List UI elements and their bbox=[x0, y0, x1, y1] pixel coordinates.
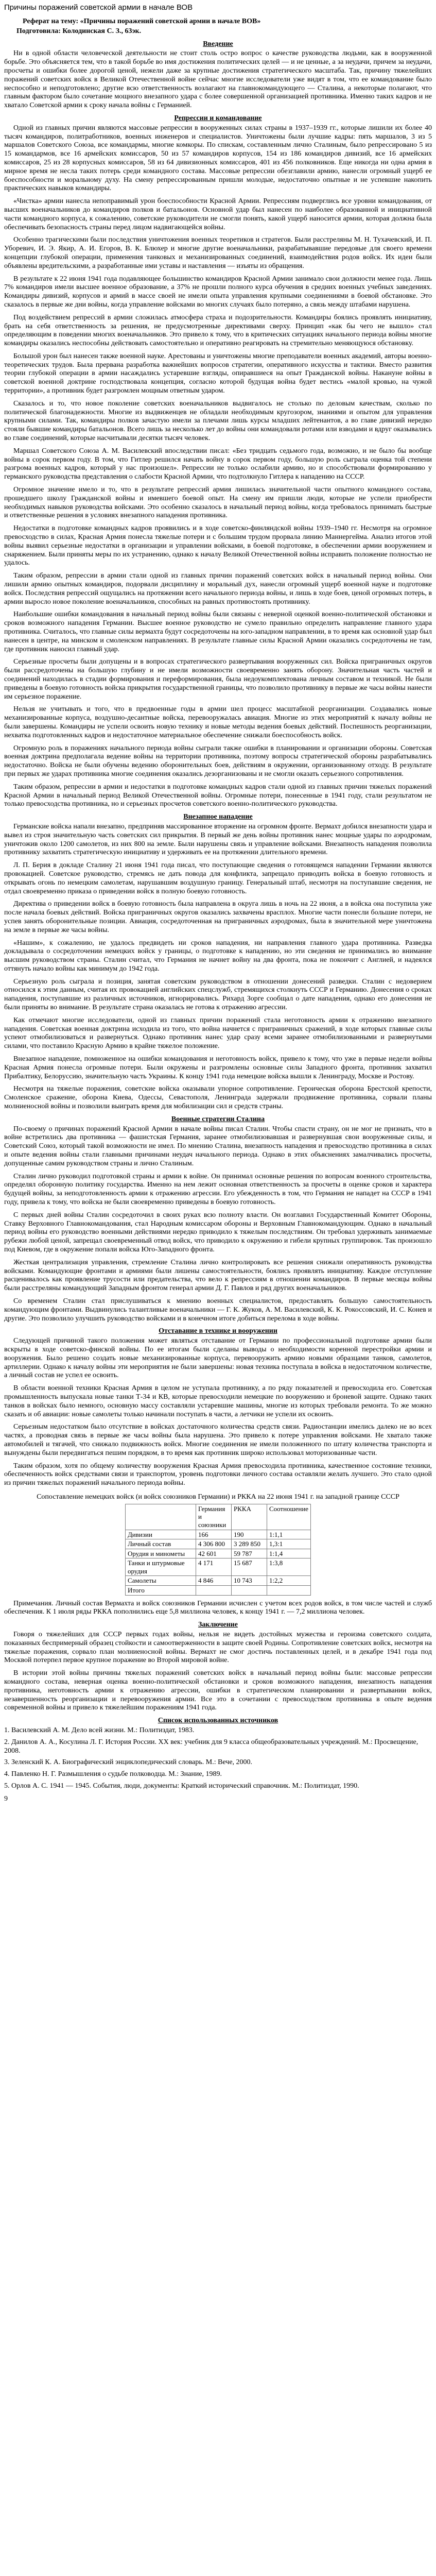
table-cell: Личный состав bbox=[125, 1539, 196, 1549]
essay-author-line: Подготовила: Колодинская С. З., 63эк. bbox=[16, 27, 142, 35]
table-cell bbox=[267, 1586, 310, 1596]
table-cell: 1:3,8 bbox=[267, 1558, 310, 1576]
table-cell: Орудия и минометы bbox=[125, 1549, 196, 1558]
paragraph: Л. П. Берия в докладе Сталину 21 июня 1941 года писал, что поступающие сведения о готовящемся нападении Германии являются провокацией. Советское руководство, стремясь не дать повода для конфликта, запрещало приводить войска в боевую готовность и открывать огонь по немецким самолетам, нарушавшим воздушную границу. Генеральный штаб, несмотря на поступавшие сведения, не отдал своевременно приказа о приведении войск в полную боевую готовность. bbox=[4, 861, 432, 895]
table-cell: 1:1,1 bbox=[267, 1530, 310, 1539]
table-header-cell: Соотношение bbox=[267, 1504, 310, 1530]
paragraph: Несмотря на тяжелые поражения, советские войска оказывали упорное сопротивление. Героическая оборона Брестской крепости, Смоленское сражение, оборона Киева, Одессы, Севастополя, Ленинграда задержали продвижение противника, сорвали планы молниеносной войны и позволили выиграть время для мобилизации сил и средств страны. bbox=[4, 1085, 432, 1111]
section-heading-unexpected-attack: Внезапное нападение bbox=[183, 813, 253, 821]
table-header-cell: РККА bbox=[231, 1504, 267, 1530]
table-cell: 4 171 bbox=[196, 1558, 231, 1576]
forces-comparison-table bbox=[125, 1504, 311, 1596]
paragraph: Огромное значение имело и то, что в результате репрессий армия лишилась значительной части опытного командного состава, прошедшего школу Гражданской войны и имевшего боевой опыт. На смену им пришли люди, которые не успели приобрести необходимых навыков руководства войсками. Это особенно сказалось в начальный период войны, когда требовалось принимать быстрые и ответственные решения в условиях внезапного нападения противника. bbox=[4, 486, 432, 520]
table-row bbox=[125, 1586, 310, 1596]
table-cell: Танки и штурмовые орудия bbox=[125, 1558, 196, 1576]
paragraph: Таким образом, репрессии в армии стали одной из главных причин поражений советских войск в начальный период войны. Они лишили армию опытных командиров, подорвали дисциплину и моральный дух, нанесли огромный ущерб военной науке и подготовке войск. Последствия репрессий ощущались на протяжении всего начального периода войны, и лишь в ходе боев, ценой огромных потерь, в армии выросло новое поколение военачальников, способных на равных противостоять противнику. bbox=[4, 572, 432, 606]
paragraph: Внезапное нападение, помноженное на ошибки командования и неготовность войск, привело к тому, что уже в первые недели войны Красная Армия понесла огромные потери. Были окружены и разгромлены основные силы Западного фронта, противник захватил Прибалтику, Белоруссию, значительную часть Украины. К концу 1941 года немецкие войска вышли к Ленинграду, Москве и Ростову. bbox=[4, 1055, 432, 1080]
paragraph: Как отмечают многие исследователи, одной из главных причин поражений стала неготовность армии к отражению внезапного нападения. Советская военная доктрина исходила из того, что война начнется с приграничных сражений, в ходе которых главные силы успеют отмобилизоваться и развернуться. Однако противник нанес удар сразу всеми заранее отмобилизованными и развернутыми силами, что поставило Красную Армию в крайне тяжелое положение. bbox=[4, 1016, 432, 1050]
paragraph: Говоря о тяжелейших для СССР первых годах войны, нельзя не видеть достойных мужества и героизма советского солдата, показанных беспримерный образец стойкости и самоотверженности в защите своей Родины. Сопротивление советских войск, несмотря на тяжелые поражения, сорвало план молниеносной войны. Вермахт не смог достичь поставленных целей, и в декабре 1941 года под Москвой потерпел первое крупное поражение во Второй мировой войне. bbox=[4, 1631, 432, 1665]
table-cell: 1,3:1 bbox=[267, 1539, 310, 1549]
section-heading-references: Список использованных источников bbox=[158, 1717, 278, 1725]
table-cell: 10 743 bbox=[231, 1576, 267, 1586]
references-list bbox=[4, 1726, 432, 1791]
table-cell: 1:1,4 bbox=[267, 1549, 310, 1558]
paragraph: Недостатки в подготовке командных кадров проявились и в ходе советско-финляндской войны 1939–1940 гг. Несмотря на огромное превосходство в силах, Красная Армия понесла тяжелые потери и с большим трудом прорвала линию Маннергейма. Анализ итогов этой войны выявил серьезные недостатки в организации и управлении войсками, в боевой подготовке, в обеспечении армии вооружением и снаряжением. Были приняты меры по их устранению, однако к началу Великой Отечественной войны исправить положение полностью не удалось. bbox=[4, 524, 432, 567]
table-header-row bbox=[125, 1504, 310, 1530]
reference-item: 3. Зеленский К. А. Биографический энциклопедический словарь. М.: Вече, 2000. bbox=[4, 1758, 253, 1767]
reference-item: 4. Павленко Н. Г. Размышления о судьбе полководца. М.: Знание, 1989. bbox=[4, 1770, 222, 1778]
table-cell: 4 846 bbox=[196, 1576, 231, 1586]
essay-topic-line: Реферат на тему: «Причины поражений советской армии в начале ВОВ» bbox=[23, 18, 261, 25]
section-heading-repressions: Репрессии и командование bbox=[174, 114, 262, 122]
table-cell: Самолеты bbox=[125, 1576, 196, 1586]
table-row bbox=[125, 1558, 310, 1576]
reference-item: 1. Василевский А. М. Дело всей жизни. М.: Политиздат, 1983. bbox=[4, 1726, 195, 1735]
paragraph: Директива о приведении войск в боевую готовность была направлена в округа лишь в ночь на 22 июня, а в войска она поступила уже после начала боевых действий. Войска приграничных округов оказались захвачены врасплох. Многие части понесли большие потери, не успев занять оборонительные позиции. Авиация, сосредоточенная на приграничных аэродромах, была в значительной мере уничтожена на земле в первые же часы войны. bbox=[4, 900, 432, 934]
paragraph: В области военной техники Красная Армия в целом не уступала противнику, а по ряду показателей и превосходила его. Советская промышленность выпускала новые танки Т-34 и КВ, которые превосходили немецкие по вооружению и броневой защите. Однако таких танков в войсках было немного, основную массу составляли устаревшие машины, многие из которых требовали ремонта. То же можно сказать и об авиации: новые самолеты только начинали поступать в части, а летчики не успели их освоить. bbox=[4, 1384, 432, 1418]
paragraph: Большой урон был нанесен также военной науке. Арестованы и уничтожены многие преподаватели военных академий, авторы военно-теоретических трудов. Была прервана разработка важнейших вопросов стратегии, оперативного искусства и тактики. Вместо развития теории глубокой операции в армии насаждались устаревшие взгляды, опиравшиеся на опыт Гражданской войны. Накануне войны в советской военной доктрине господствовала концепция, согласно которой будущая война будет вестись «малой кровью, на чужой территории», а противник будет разгромлен мощным ответным ударом. bbox=[4, 352, 432, 395]
paragraph: Под воздействием репрессий в армии сложилась атмосфера страха и подозрительности. Командиры боялись проявлять инициативу, брать на себя ответственность за решения, не предусмотренные директивами сверху. Принцип «как бы чего не вышло» стал определяющим в поведении многих военачальников. Это привело к тому, что в критических ситуациях начального периода войны многие командиры оказались неспособны действовать самостоятельно и оперативно реагировать на стремительно меняющуюся обстановку. bbox=[4, 313, 432, 348]
paragraph: Маршал Советского Союза А. М. Василевский впоследствии писал: «Без тридцать седьмого года, возможно, и не было бы вообще войны в сорок первом году. В том, что Гитлер решился начать войну в сорок первом году, большую роль сыграла оценка той степени разгрома военных кадров, который у нас произошел». Репрессии не только ослабили армию, но и способствовали формированию у германского руководства представления о слабости Красной Армии, что подтолкнуло Гитлера к нападению на СССР. bbox=[4, 447, 432, 481]
paragraph: Примечания. Личный состав Вермахта и войск союзников Германии исчислен с учетом всех родов войск, в том числе частей и служб обеспечения. К 1 июля ряды РККА пополнились еще 5,8 миллиона человек, к концу 1941 г. — 7,2 миллиона человек. bbox=[4, 1599, 432, 1616]
paragraph: Сталин лично руководил подготовкой страны и армии к войне. Он принимал основные решения по вопросам военного строительства, определял оборонную политику государства. Именно на нем лежит основная ответственность за просчеты в оценке сроков и характера будущей войны, за неподготовленность армии к отражению агрессии. Его убежденность в том, что Германия не нападет на СССР в 1941 году, привела к тому, что войска не были своевременно приведены в боевую готовность. bbox=[4, 1172, 432, 1207]
paragraph: Нельзя не учитывать и того, что в предвоенные годы в армии шел процесс масштабной реорганизации. Создавались новые механизированные корпуса, воздушно-десантные войска, перевооружалась авиация. Многие из этих мероприятий к началу войны не были завершены. Командиры не успели освоить новую технику и новые методы ведения боевых действий. Поспешность реорганизации, нехватка подготовленных кадров и недостаточное материальное обеспечение снижали боеспособность войск. bbox=[4, 705, 432, 739]
document-title: Причины поражений советской армии в начале ВОВ bbox=[4, 3, 193, 12]
paragraph: Одной из главных причин являются массовые репрессии в вооруженных силах страны в 1937–1939 гг., которые лишили их более 40 тысяч командиров, политработников, военных инженеров и специалистов. Уничтожены были лучшие кадры: пять маршалов, 3 из 5 маршалов Советского Союза, все командармы, многие комкоры. По спискам, составленным лично Сталиным, было репрессировано 5 из 15 командармов, все 16 армейских комиссаров, 50 из 57 командиров корпусов, 154 из 186 командиров дивизий, все 16 армейских комиссаров, 25 из 28 корпусных комиссаров, 58 из 64 дивизионных комиссаров, 401 из 456 полковников. Еще никогда ни одна армия в мирное время не несла таких потерь среди командного состава. Массовые репрессии обезглавили армию, нанесли огромный ущерб ее боеспособности и моральному духу. На смену репрессированным пришли молодые, недостаточно опытные и не успевшие накопить практических навыков командиры. bbox=[4, 124, 432, 193]
table-row bbox=[125, 1576, 310, 1586]
document-page bbox=[4, 3, 432, 1804]
paragraph: Следующей причиной такого положения может являться отставание от Германии по профессиональной подготовке армии были вскрыты в ходе советско-финской войны. По ее итогам были сделаны выводы о необходимости коренной перестройки армии и вооружения. Было решено создать новые механизированные корпуса, перевооружить армию новыми образцами танков, самолетов, артиллерии. Однако к началу войны эти мероприятия не были завершены: новая техника поступала в войска в недостаточном количестве, а личный состав не успел ее освоить. bbox=[4, 1337, 432, 1380]
table-row bbox=[125, 1539, 310, 1549]
table-cell: Дивизии bbox=[125, 1530, 196, 1539]
table-row bbox=[125, 1530, 310, 1539]
paragraph: Со временем Сталин стал прислушиваться к мнению военных специалистов, предоставлять большую самостоятельность командующим фронтами. Выдвинулись талантливые военачальники — Г. К. Жуков, А. М. Василевский, К. К. Рокоссовский, И. С. Конев и другие. Это позволило улучшить руководство войсками и в конечном итоге добиться перелома в ходе войны. bbox=[4, 1297, 432, 1323]
section-heading-conclusion: Заключение bbox=[198, 1621, 238, 1629]
table-cell: 190 bbox=[231, 1530, 267, 1539]
paragraph: Серьезную роль сыграла и позиция, занятая советским руководством в отношении донесений разведки. Сталин с недоверием относился к этим данным, считая их провокацией английских спецслужб, стремящихся столкнуть СССР и Германию. Донесения о сроках нападения, поступавшие из различных источников, игнорировались. Рихард Зорге сообщал о дате нападения, однако его донесения не были приняты во внимание. В результате страна оказалась не готова к отражению агрессии. bbox=[4, 977, 432, 1012]
section-heading-tech-lag: Отставание в технике и вооружении bbox=[159, 1327, 277, 1335]
paragraph: Сказалось и то, что новое поколение советских военачальников выдвигалось не столько по деловым качествам, сколько по политической благонадежности. Многие из выдвиженцев не обладали необходимым кругозором, знаниями и опытом для управления крупными силами. Так, командиры полков зачастую имели за плечами лишь курсы младших лейтенантов, а во главе дивизий нередко стояли бывшие командиры батальонов. Всего лишь за несколько лет до войны они командовали ротами или взводами и вдруг оказывались во главе соединений, которые насчитывали десятки тысяч человек. bbox=[4, 399, 432, 443]
paragraph: С первых дней войны Сталин сосредоточил в своих руках всю полноту власти. Он возглавил Государственный Комитет Обороны, Ставку Верховного Главнокомандования, стал Народным комиссаром обороны и Верховным Главнокомандующим. Однако в начальный период войны его руководство военными действиями нередко приводило к тяжелым последствиям. Он требовал удерживать занимаемые рубежи любой ценой, запрещал своевременный отвод войск, что приводило к окружению и гибели крупных группировок. Так произошло под Киевом, где в окружение попали войска Юго-Западного фронта. bbox=[4, 1211, 432, 1253]
table-cell: 3 289 850 bbox=[231, 1539, 267, 1549]
paragraph: Огромную роль в поражениях начального периода войны сыграли также ошибки в планировании и организации обороны. Советская военная доктрина предполагала ведение войны на территории противника, поэтому вопросы стратегической обороны разрабатывались недостаточно. Войска не были обучены ведению оборонительных боев, действиям в окружении, организованному отходу. В результате при первых же ударах противника многие соединения оказались дезорганизованы и не смогли оказать серьезного сопротивления. bbox=[4, 744, 432, 778]
table-header-cell bbox=[125, 1504, 196, 1530]
paragraph: Серьезные просчеты были допущены и в вопросах стратегического развертывания вооруженных сил. Войска приграничных округов были рассредоточены на большую глубину и не имели возможности своевременно занять оборону. Значительная часть частей и соединений находилась в стадии формирования и переформирования, была недоукомплектована личным составом и техникой. Не были приведены в боевую готовность войска прикрытия государственной границы, что позволило противнику в первые же часы войны нанести им серьезное поражение. bbox=[4, 658, 432, 701]
table-cell: 59 787 bbox=[231, 1549, 267, 1558]
table-cell: 4 306 800 bbox=[196, 1539, 231, 1549]
paragraph: «Нашим», к сожалению, не удалось предвидеть ни сроков нападения, ни направления главного удара противника. Разведка докладывала о сосредоточении немецких войск у границы, о подготовке к нападению, но эти сведения не принимались во внимание высшим руководством страны. Сталин считал, что Германия не начнет войну на два фронта, пока не покончит с Англией, и надеялся оттянуть начало войны как минимум до 1942 года. bbox=[4, 939, 432, 973]
paragraph: Серьезным недостатком было отсутствие в войсках достаточного количества средств связи. Радиостанции имелись далеко не во всех частях, а проводная связь в первые же часы войны была нарушена. Это привело к потере управления войсками. Не хватало также автомобилей и тягачей, что снижало подвижность войск. Многие соединения не имели положенного по штату количества транспорта и вынуждены были передвигаться пешим порядком, в то время как противник широко использовал моторизованные части. bbox=[4, 1423, 432, 1457]
paragraph: Особенно трагическими были последствия уничтожения военных теоретиков и стратегов. Были расстреляны М. Н. Тухачевский, И. П. Уборевич, И. Э. Якир, А. И. Егоров, В. К. Блюхер и многие другие военачальники, разрабатывавшие передовые для своего времени концепции глубокой операции, применения танковых и механизированных соединений, взаимодействия родов войск. Их идеи были объявлены вредительскими, а разработанные ими уставы и наставления — изъяты из обращения. bbox=[4, 236, 432, 270]
table-header-cell: Германия и союзники bbox=[196, 1504, 231, 1530]
paragraph: В истории этой войны причины тяжелых поражений советских войск в начальный период войны были: массовые репрессии командного состава, неверная оценка военно-политической обстановки и сроков возможного нападения, внезапность нападения противника, неготовность армии к отражению агрессии, ошибки в стратегическом планировании и развертывании войск, незавершенность реорганизации и перевооружения армии. Все это в сочетании с превосходством противника в опыте ведения современной войны и привело к тяжелейшим поражениям 1941 года. bbox=[4, 1669, 432, 1712]
paragraph: Германские войска напали внезапно, предприняв массированное вторжение на огромном фронте. Вермахт добился внезапности удара и вывел из строя значительную часть советских сил прикрытия. В первый же день войны противник нанес мощные удары по аэродромам, уничтожив около 1200 самолетов, из них 800 на земле. Были нарушены связь и управление войсками. Внезапность нападения позволила противнику захватить стратегическую инициативу и удерживать ее на протяжении длительного времени. bbox=[4, 822, 432, 857]
table-cell: 42 601 bbox=[196, 1549, 231, 1558]
table-caption: Сопоставление немецких войск (и войск союзников Германии) и РККА на 22 июня 1941 г. на западной границе СССР bbox=[37, 1493, 399, 1501]
paragraph: Наибольшие ошибки командования в начальный период войны были связаны с неверной оценкой военно-политической обстановки и сроков возможного нападения Германии. Высшее военное руководство не сумело правильно определить направление главного удара противника. Считалось, что главные силы вермахта будут сосредоточены на юго-западном направлении, в то время как основной удар был нанесен в центре, на минском и смоленском направлениях. В результате главные силы Красной Армии оказались сосредоточены не там, где противник наносил главный удар. bbox=[4, 611, 432, 653]
table-cell bbox=[196, 1586, 231, 1596]
paragraph: По-своему о причинах поражений Красной Армии в начале войны писал Сталин. Чтобы спасти страну, он не мог не признать, что в войне встретились два противника — фашистская Германия, заранее отмобилизовавшая и развернувшая свои вооруженные силы, и Советский Союз, который такой возможности не имел. По мнению Сталина, внезапность нападения и превосходство противника в силах и опыте ведения войны стали главными причинами неудач начального периода. Однако в этих объяснениях замалчивались просчеты, допущенные самим руководством страны и лично Сталиным. bbox=[4, 1125, 432, 1167]
paragraph: Ни в одной области человеческой деятельности не стоит столь остро вопрос о качестве руководства людьми, как в вооруженной борьбе. Это объясняется тем, что в такой борьбе во имя достижения политических целей — и не ценные, а за неудачи, причем за неудачи, просчеты и ошибки более дорогой ценой, нежели даже за крупные достижения стратегического масштаба. Так, причину тяжелейших поражений советских войск в Великой Отечественной войне сейчас многие исследователи уже видят в том, что ее командование было неспособно и неподготовлено; другие всю ответственность возлагают на главнокомандующего — Сталина, а некоторые полагают, что главным фактором было сочетание мощного внезапного удара с более совершенной организацией противника. Именно таких кадров и не хватало Советской армии к сроку начала войны с Германией. bbox=[4, 49, 432, 110]
reference-item: 5. Орлов А. С. 1941 — 1945. События, люди, документы: Краткий исторический справочник. М.: Политиздат, 1990. bbox=[4, 1782, 359, 1790]
section-heading-intro: Введение bbox=[203, 40, 233, 48]
table-cell: 1:2,2 bbox=[267, 1576, 310, 1586]
table-cell bbox=[231, 1586, 267, 1596]
table-cell: Итого bbox=[125, 1586, 196, 1596]
paragraph: «Чистка» армии нанесла непоправимый урон боеспособности Красной Армии. Репрессиям подверглись все уровни командования, от высших военачальников до командиров полков и батальонов. Основной удар был нанесен по наиболее образованной и инициативной части командного корпуса, к сожалению, советские руководители не смогли понять, какой ущерб наносится армии, которая должна была обеспечивать безопасность страны перед лицом надвигающейся войны. bbox=[4, 197, 432, 231]
paragraph: В результате к 22 июня 1941 года подавляющее большинство командиров Красной Армии занимало свои должности менее года. Лишь 7% командиров имели высшее военное образование, а 37% не прошли полного курса обучения в средних военных учебных заведениях. Командиры дивизий, корпусов и армий в массе своей не имели опыта управления крупными соединениями в боевой обстановке. Это сказалось в первые же дни войны, когда управление войсками во многих случаях было потеряно, а связь между штабами нарушена. bbox=[4, 275, 432, 309]
paragraph: Таким образом, репрессии в армии и недостатки в подготовке командных кадров стали одной из главных причин тяжелых поражений Красной Армии в начальный период Великой Отечественной войны. Огромные потери, понесенные в 1941 году, стали результатом не только превосходства противника, но и серьезных просчетов советского военно-политического руководства. bbox=[4, 783, 432, 808]
table-cell: 15 687 bbox=[231, 1558, 267, 1576]
table-cell: 166 bbox=[196, 1530, 231, 1539]
table-row bbox=[125, 1549, 310, 1558]
section-heading-stalin-strategies: Военные стратегии Сталина bbox=[171, 1115, 265, 1123]
page-number: 9 bbox=[4, 1794, 8, 1803]
paragraph: Таким образом, хотя по общему количеству вооружения Красная Армия превосходила противника, качественное состояние техники, обеспеченность войск средствами связи и транспортом, уровень подготовки личного состава оставляли желать лучшего. Это стало одной из причин тяжелых поражений начального периода войны. bbox=[4, 1462, 432, 1487]
paragraph: Жесткая централизация управления, стремление Сталина лично контролировать все решения снижали оперативность руководства войсками. Командующие фронтами и армиями были лишены самостоятельности, боялись проявлять инициативу. Каждое отступление расценивалось как проявление трусости или предательства, что вело к репрессиям в отношении командиров. В первые месяцы войны были расстреляны командующий Западным фронтом генерал армии Д. Г. Павлов и ряд других военачальников. bbox=[4, 1258, 432, 1293]
reference-item: 2. Данилов А. А., Косулина Л. Г. История России. XX век: учебник для 9 класса общеобразовательных учреждений. М.: Просвещение, 2008. bbox=[4, 1738, 418, 1755]
